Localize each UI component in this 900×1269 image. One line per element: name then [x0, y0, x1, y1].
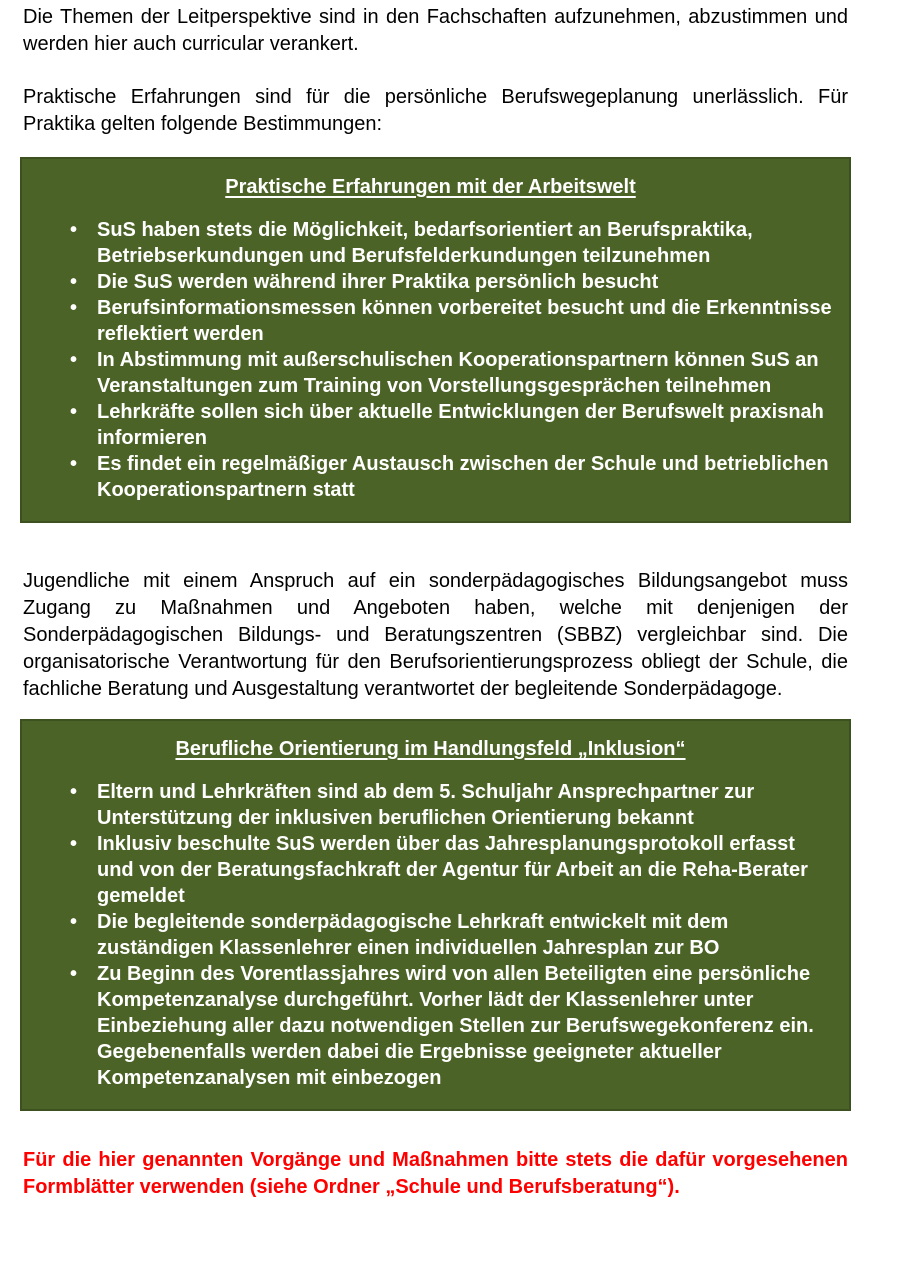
box1-bullet-6: • Es findet ein regelmäßiger Austausch zwischen der Schule und betrieblichen Kooperationspartnern statt: [70, 451, 833, 503]
box1-title: [22, 174, 839, 201]
box1-title-text: Praktische Erfahrungen mit der Arbeitswelt: [225, 176, 636, 198]
box1-bullet-3: • Berufsinformationsmessen können vorbereitet besucht und die Erkenntnisse reflektiert werden: [70, 295, 833, 347]
box1-bullet-5: • Lehrkräfte sollen sich über aktuelle Entwicklungen der Berufswelt praxisnah informieren: [70, 399, 833, 451]
box-berufliche-orientierung-inklusion: [20, 719, 851, 1111]
box2-bullet-list: [22, 779, 839, 1091]
praktika-intro-paragraph: Praktische Erfahrungen sind für die persönliche Berufswegeplanung unerlässlich. Für Praktika gelten folgende Bestimmungen:: [23, 86, 848, 135]
box2-bullet-3: • Die begleitende sonderpädagogische Lehrkraft entwickelt mit dem zuständigen Klassenlehrer einen individuellen Jahresplan zur BO: [70, 909, 833, 961]
box1-bullet-4: • In Abstimmung mit außerschulischen Kooperationspartnern können SuS an Veranstaltungen zum Training von Vorstellungsgesprächen teilnehmen: [70, 347, 833, 399]
box1-bullet-1: • SuS haben stets die Möglichkeit, bedarfsorientiert an Berufspraktika, Betriebserkundungen und Berufsfelderkundungen teilzunehmen: [70, 217, 833, 269]
box2-title-text: Berufliche Orientierung im Handlungsfeld „Inklusion“: [175, 738, 686, 760]
box1-bullet-2: • Die SuS werden während ihrer Praktika persönlich besucht: [70, 269, 833, 295]
box2-title: [22, 736, 839, 763]
box2-bullet-1: • Eltern und Lehrkräften sind ab dem 5. Schuljahr Ansprechpartner zur Unterstützung der inklusiven beruflichen Orientierung bekannt: [70, 779, 833, 831]
box2-bullet-4: • Zu Beginn des Vorentlassjahres wird von allen Beteiligten eine persönliche Kompetenzanalyse durchgeführt. Vorher lädt der Klassenlehrer unter Einbeziehung aller dazu notwendigen Stellen zur Berufswegekonferenz ein. Gegebenenfalls werden dabei die Ergebnisse geeigneter aktueller Kompetenzanalysen mit einbezogen: [70, 961, 833, 1091]
box-praktische-erfahrungen: [20, 157, 851, 523]
inklusion-paragraph: Jugendliche mit einem Anspruch auf ein sonderpädagogisches Bildungsangebot muss Zugang zu Maßnahmen und Angeboten haben, welche mit denjenigen der Sonderpädagogischen Bildungs- und Beratungszentren (SBBZ) vergleichbar sind. Die organisatorische Verantwortung für den Berufsorientierungsprozess obliegt der Schule, die fachliche Beratung und Ausgestaltung verantwortet der begleitende Sonderpädagoge.: [23, 570, 848, 700]
box2-bullet-2: • Inklusiv beschulte SuS werden über das Jahresplanungsprotokoll erfasst und von der Beratungsfachkraft der Agentur für Arbeit an die Reha-Berater gemeldet: [70, 831, 833, 909]
warning-paragraph: Für die hier genannten Vorgänge und Maßnahmen bitte stets die dafür vorgesehenen Formblätter verwenden (siehe Ordner „Schule und Berufsberatung“).: [23, 1149, 848, 1198]
intro-paragraph: Die Themen der Leitperspektive sind in den Fachschaften aufzunehmen, abzustimmen und werden hier auch curricular verankert.: [23, 6, 848, 55]
box1-bullet-list: [22, 217, 839, 503]
